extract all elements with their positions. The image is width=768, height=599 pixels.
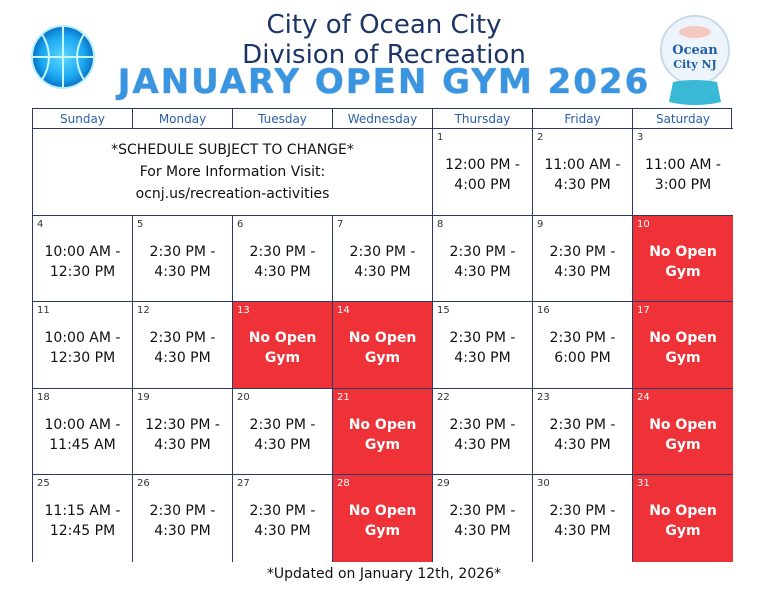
day-cell-10 xyxy=(633,216,733,303)
day-cell-15 xyxy=(433,302,533,389)
gym-hours: 2:30 PM - 6:00 PM xyxy=(549,330,616,366)
calendar-grid xyxy=(32,108,732,562)
notice-line1: *SCHEDULE SUBJECT TO CHANGE* xyxy=(111,142,354,158)
closed-label: No Open Gym xyxy=(248,330,317,366)
day-number: 24 xyxy=(637,391,650,403)
day-number: 22 xyxy=(437,391,450,403)
closed-label: No Open Gym xyxy=(348,503,417,539)
gym-hours: 2:30 PM - 4:30 PM xyxy=(149,243,216,280)
day-cell-18 xyxy=(33,389,133,476)
day-cell-8 xyxy=(433,216,533,303)
day-number: 25 xyxy=(37,478,50,489)
day-cell-26 xyxy=(133,475,233,562)
day-header-wednesday: Wednesday xyxy=(333,109,433,129)
notice-line2: For More Information Visit: xyxy=(139,164,326,180)
day-number: 1 xyxy=(437,132,444,143)
gym-hours: 2:30 PM - 4:30 PM xyxy=(249,243,316,280)
day-cell-9 xyxy=(533,216,633,303)
day-number: 14 xyxy=(337,305,350,316)
day-number: 11 xyxy=(37,305,50,316)
day-cell-4 xyxy=(33,216,133,303)
day-number: 23 xyxy=(537,391,550,403)
closed-label: No Open Gym xyxy=(649,243,717,280)
day-number: 28 xyxy=(337,478,350,489)
schedule-notice xyxy=(33,129,433,216)
day-number: 7 xyxy=(337,218,344,230)
day-number: 6 xyxy=(237,218,244,230)
day-header-saturday: Saturday xyxy=(633,109,733,129)
closed-label: No Open Gym xyxy=(348,416,417,453)
gym-hours: 11:00 AM - 4:30 PM xyxy=(544,157,621,193)
day-number: 15 xyxy=(437,305,450,316)
day-number: 5 xyxy=(137,218,144,230)
gym-hours: 2:30 PM - 4:30 PM xyxy=(249,416,316,453)
gym-hours: 10:00 AM - 12:30 PM xyxy=(44,243,121,280)
gym-hours: 2:30 PM - 4:30 PM xyxy=(449,330,516,366)
day-cell-20 xyxy=(233,389,333,476)
ocean-city-logo xyxy=(655,12,735,108)
gym-hours: 2:30 PM - 4:30 PM xyxy=(549,416,616,453)
day-number: 18 xyxy=(37,391,50,403)
gym-hours: 11:15 AM - 12:45 PM xyxy=(44,503,121,539)
org-line-2: Division of Recreation xyxy=(242,40,526,70)
day-cell-23 xyxy=(533,389,633,476)
notice-line3: ocnj.us/recreation-activities xyxy=(135,186,330,202)
day-number: 9 xyxy=(537,218,544,230)
day-cell-21 xyxy=(333,389,433,476)
day-number: 3 xyxy=(637,132,644,143)
day-number: 19 xyxy=(137,391,150,403)
day-cell-25 xyxy=(33,475,133,562)
day-number: 20 xyxy=(237,391,250,403)
day-header-monday: Monday xyxy=(133,109,233,129)
svg-text:City NJ: City NJ xyxy=(673,58,717,71)
day-cell-24 xyxy=(633,389,733,476)
day-header-sunday: Sunday xyxy=(33,109,133,129)
day-cell-6 xyxy=(233,216,333,303)
day-cell-11 xyxy=(33,302,133,389)
day-cell-2 xyxy=(533,129,633,216)
closed-label: No Open Gym xyxy=(348,330,417,366)
day-number: 16 xyxy=(537,305,550,316)
gym-hours: 2:30 PM - 4:30 PM xyxy=(149,330,216,366)
gym-hours: 2:30 PM - 4:30 PM xyxy=(149,503,216,539)
day-cell-13 xyxy=(233,302,333,389)
day-cell-27 xyxy=(233,475,333,562)
gym-hours: 11:00 AM - 3:00 PM xyxy=(645,157,721,193)
day-number: 29 xyxy=(437,478,450,489)
gym-hours: 10:00 AM - 11:45 AM xyxy=(44,416,121,453)
header xyxy=(0,0,768,104)
day-number: 21 xyxy=(337,391,350,403)
day-cell-29 xyxy=(433,475,533,562)
day-number: 26 xyxy=(137,478,150,489)
day-cell-12 xyxy=(133,302,233,389)
day-header-tuesday: Tuesday xyxy=(233,109,333,129)
gym-hours: 12:00 PM - 4:00 PM xyxy=(445,157,520,193)
day-cell-5 xyxy=(133,216,233,303)
day-cell-31 xyxy=(633,475,733,562)
day-cell-28 xyxy=(333,475,433,562)
day-cell-19 xyxy=(133,389,233,476)
day-cell-7 xyxy=(333,216,433,303)
day-cell-14 xyxy=(333,302,433,389)
gym-hours: 2:30 PM - 4:30 PM xyxy=(249,503,316,539)
day-cell-22 xyxy=(433,389,533,476)
day-number: 4 xyxy=(37,218,44,230)
day-number: 13 xyxy=(237,305,250,316)
day-number: 27 xyxy=(237,478,250,489)
closed-label: No Open Gym xyxy=(649,330,717,366)
day-cell-3 xyxy=(633,129,733,216)
day-number: 31 xyxy=(637,478,650,489)
day-number: 30 xyxy=(537,478,550,489)
day-number: 17 xyxy=(637,305,650,316)
gym-hours: 12:30 PM - 4:30 PM xyxy=(145,416,220,453)
gym-hours: 2:30 PM - 4:30 PM xyxy=(549,243,616,280)
day-cell-17 xyxy=(633,302,733,389)
day-cell-30 xyxy=(533,475,633,562)
day-header-friday: Friday xyxy=(533,109,633,129)
gym-hours: 2:30 PM - 4:30 PM xyxy=(449,503,516,539)
svg-text:Ocean: Ocean xyxy=(672,43,718,58)
gym-hours: 2:30 PM - 4:30 PM xyxy=(449,243,516,280)
closed-label: No Open Gym xyxy=(649,416,717,453)
day-header-thursday: Thursday xyxy=(433,109,533,129)
day-cell-16 xyxy=(533,302,633,389)
day-number: 10 xyxy=(637,218,650,230)
day-number: 12 xyxy=(137,305,150,316)
updated-note: *Updated on January 12th, 2026* xyxy=(266,566,502,582)
gym-hours: 2:30 PM - 4:30 PM xyxy=(449,416,516,453)
org-line-1: City of Ocean City xyxy=(266,10,502,40)
day-cell-1 xyxy=(433,129,533,216)
gym-hours: 10:00 AM - 12:30 PM xyxy=(44,330,121,366)
gym-hours: 2:30 PM - 4:30 PM xyxy=(349,243,416,280)
page-title: JANUARY OPEN GYM 2026 xyxy=(117,62,651,102)
closed-label: No Open Gym xyxy=(649,503,717,539)
gym-hours: 2:30 PM - 4:30 PM xyxy=(549,503,616,539)
day-number: 8 xyxy=(437,218,444,230)
day-number: 2 xyxy=(537,132,544,143)
